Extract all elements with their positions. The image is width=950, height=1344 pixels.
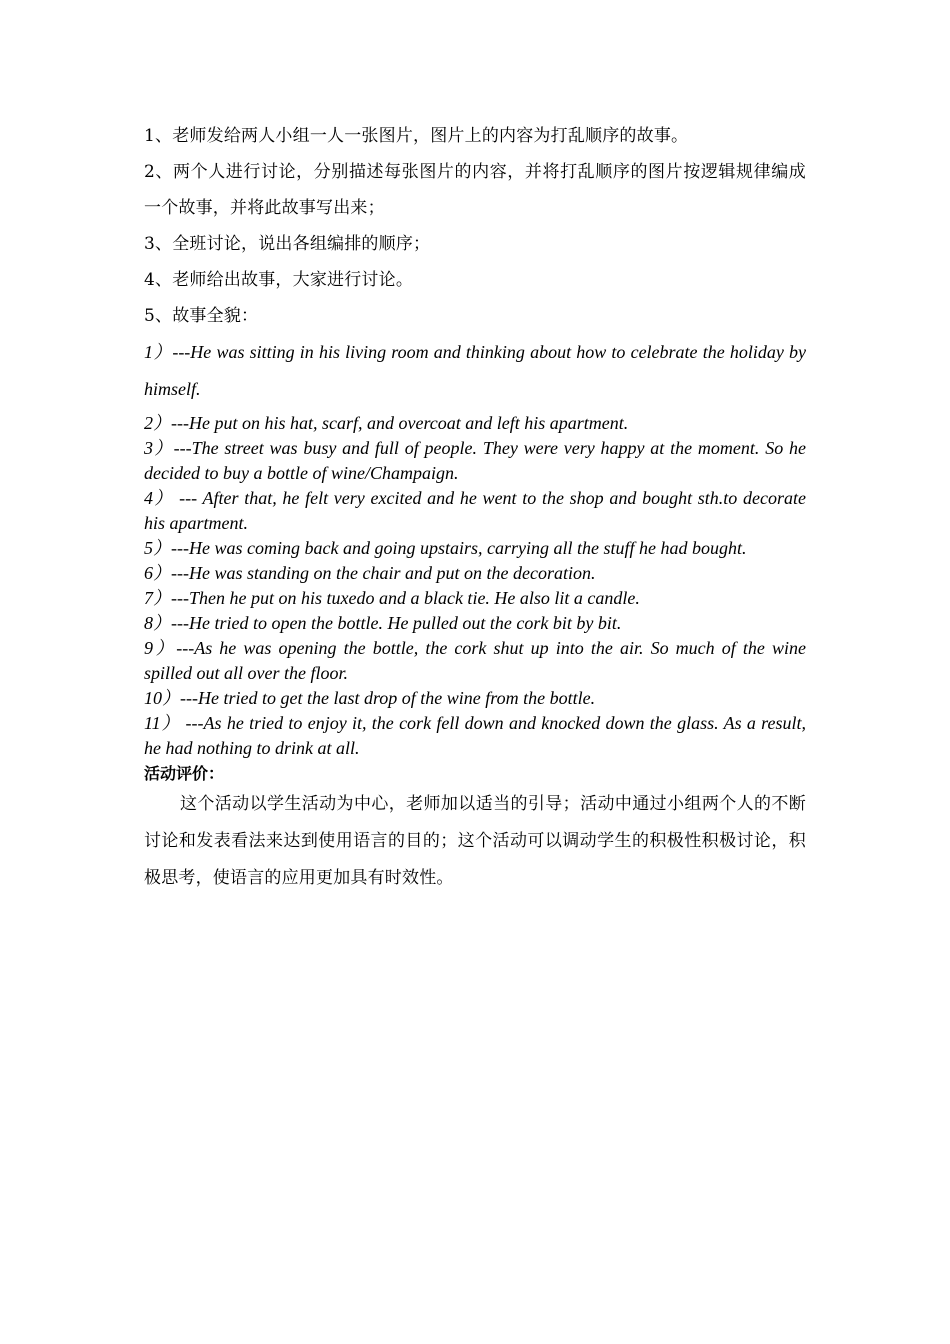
story-line-3: 3）---The street was busy and full of people. They were very happy at the moment. So he decided to buy a bottle of wine/Champaign. [144,438,806,483]
step-1: 1、老师发给两人小组一人一张图片，图片上的内容为打乱顺序的故事。 [144,126,689,146]
step-3: 3、全班讨论，说出各组编排的顺序； [144,234,431,254]
story-line-1: 1）---He was sitting in his living room and thinking about how to celebrate the holiday by himself. [144,342,806,399]
step-4: 4、老师给出故事，大家进行讨论。 [144,270,414,290]
document-content [144,118,806,897]
evaluation-body: 这个活动以学生活动为中心，老师加以适当的引导；活动中通过小组两个人的不断讨论和发表看法来达到使用语言的目的；这个活动可以调动学生的积极性积极讨论，积极思考，使语言的应用更加具有时效性。 [144,794,806,888]
step-5: 5、故事全貌： [144,306,259,326]
story-line-10: 10）---He tried to get the last drop of the wine from the bottle. [144,688,596,708]
story-line-11: 11） ---As he tried to enjoy it, the cork fell down and knocked down the glass. As a result, he had nothing to drink at all. [144,713,806,758]
story-line-2: 2）---He put on his hat, scarf, and overcoat and left his apartment. [144,413,629,433]
story-line-9: 9）---As he was opening the bottle, the cork shut up into the air. So much of the wine spilled out all over the floor. [144,638,806,683]
step-2: 2、两个人进行讨论，分别描述每张图片的内容，并将打乱顺序的图片按逻辑规律编成一个故事，并将此故事写出来； [144,162,806,218]
story-line-8: 8）---He tried to open the bottle. He pulled out the cork bit by bit. [144,613,622,633]
story-line-7: 7）---Then he put on his tuxedo and a black tie. He also lit a candle. [144,588,640,608]
story-line-5: 5）---He was coming back and going upstairs, carrying all the stuff he had bought. [144,538,747,558]
story-line-4: 4） --- After that, he felt very excited and he went to the shop and bought sth.to decorate his apartment. [144,488,806,533]
evaluation-heading: 活动评价： [144,764,225,783]
story-line-6: 6）---He was standing on the chair and put on the decoration. [144,563,596,583]
